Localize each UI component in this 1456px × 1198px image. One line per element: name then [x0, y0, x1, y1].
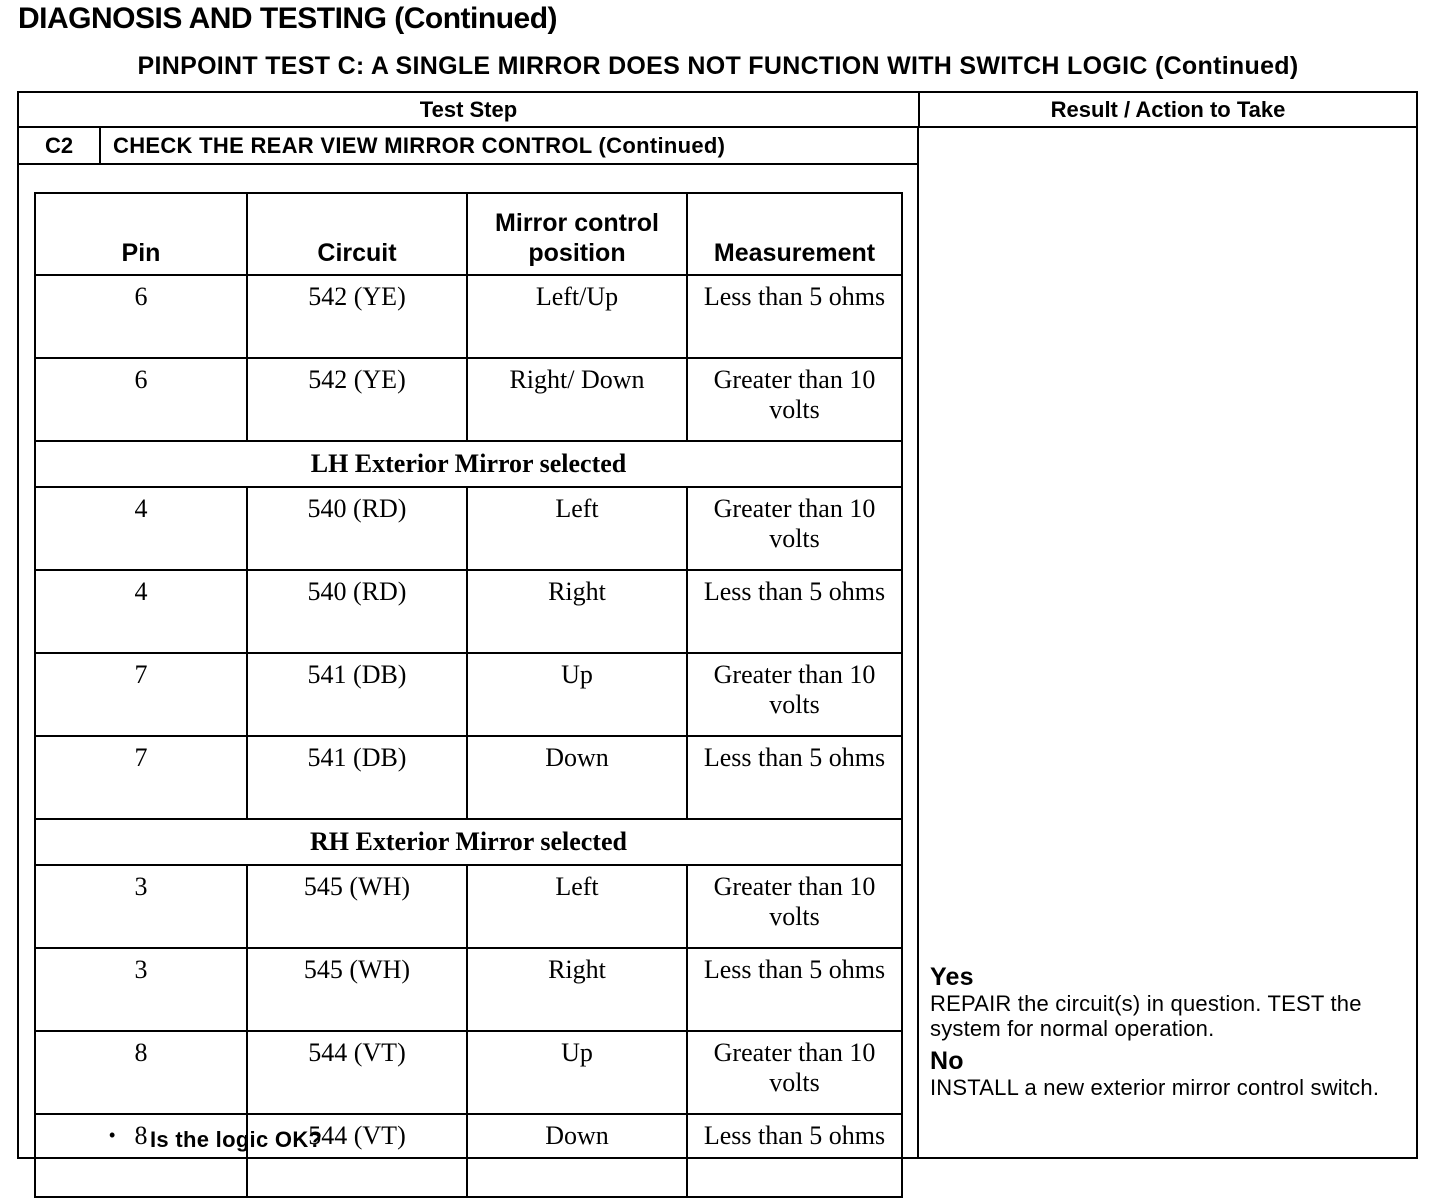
circuit-cell: 545 (WH): [247, 948, 467, 1031]
position-cell: Down: [467, 736, 687, 819]
header-mirror-control-position: Mirror control position: [467, 193, 687, 275]
table-row: [35, 1031, 902, 1114]
circuit-cell: 542 (YE): [247, 358, 467, 441]
result-yes-text: REPAIR the circuit(s) in question. TEST the system for normal operation.: [930, 991, 1362, 1041]
header-circuit: Circuit: [247, 193, 467, 275]
measurement-cell: Less than 5 ohms: [687, 1114, 902, 1197]
circuit-cell: 542 (YE): [247, 275, 467, 358]
table-row: [35, 275, 902, 358]
pin-cell: 6: [35, 358, 247, 441]
circuit-cell: 544 (VT): [247, 1031, 467, 1114]
position-cell: Down: [467, 1114, 687, 1197]
page-heading: DIAGNOSIS AND TESTING (Continued): [18, 2, 558, 35]
pin-cell: 8: [35, 1114, 247, 1197]
result-no-text: INSTALL a new exterior mirror control switch.: [930, 1075, 1380, 1100]
bullet-icon: •: [109, 1125, 116, 1145]
column-divider: [917, 128, 919, 1157]
circuit-cell: 541 (DB): [247, 653, 467, 736]
logic-question: [109, 1125, 323, 1153]
table-row: [35, 487, 902, 570]
column-header-result: Result / Action to Take: [918, 93, 1416, 128]
measurement-cell: Greater than 10 volts: [687, 865, 902, 948]
test-step-frame: [17, 91, 1418, 1159]
circuit-cell: 540 (RD): [247, 487, 467, 570]
pin-cell: 6: [35, 275, 247, 358]
measurement-cell: Less than 5 ohms: [687, 570, 902, 653]
circuit-cell: 540 (RD): [247, 570, 467, 653]
position-cell: Up: [467, 1031, 687, 1114]
table-row: [35, 948, 902, 1031]
position-cell: Left: [467, 865, 687, 948]
circuit-cell: 541 (DB): [247, 736, 467, 819]
table-row: [35, 736, 902, 819]
position-cell: Left: [467, 487, 687, 570]
table-row: [35, 653, 902, 736]
step-id: C2: [19, 128, 101, 163]
position-cell: Right/ Down: [467, 358, 687, 441]
pin-cell: 3: [35, 865, 247, 948]
header-pin: Pin: [35, 193, 247, 275]
question-text: Is the logic OK?: [150, 1127, 323, 1152]
measurement-cell: Greater than 10 volts: [687, 1031, 902, 1114]
section-row: [35, 819, 902, 865]
measurement-cell: Less than 5 ohms: [687, 736, 902, 819]
pinpoint-test-title: PINPOINT TEST C: A SINGLE MIRROR DOES NOT FUNCTION WITH SWITCH LOGIC (Continued): [137, 52, 1299, 80]
section-row: [35, 441, 902, 487]
step-row: [19, 128, 918, 165]
pin-cell: 7: [35, 653, 247, 736]
pin-cell: 8: [35, 1031, 247, 1114]
measurement-cell: Greater than 10 volts: [687, 653, 902, 736]
measurement-cell: Greater than 10 volts: [687, 358, 902, 441]
circuit-cell: 544 (VT): [247, 1114, 467, 1197]
position-cell: Left/Up: [467, 275, 687, 358]
pin-cell: 7: [35, 736, 247, 819]
pin-cell: 4: [35, 487, 247, 570]
measurement-cell: Less than 5 ohms: [687, 275, 902, 358]
result-no-label: No: [930, 1047, 964, 1075]
result-yes-label: Yes: [930, 963, 974, 991]
table-header-row: [35, 193, 902, 275]
pin-measurement-table: [34, 192, 903, 1198]
section-label: RH Exterior Mirror selected: [35, 819, 902, 865]
pin-cell: 4: [35, 570, 247, 653]
header-measurement: Measurement: [687, 193, 902, 275]
column-header-test-step: Test Step: [19, 93, 918, 128]
result-actions: [930, 963, 1400, 1106]
measurement-cell: Less than 5 ohms: [687, 948, 902, 1031]
section-label: LH Exterior Mirror selected: [35, 441, 902, 487]
table-row: [35, 865, 902, 948]
position-cell: Right: [467, 948, 687, 1031]
table-row: [35, 358, 902, 441]
position-cell: Right: [467, 570, 687, 653]
step-title: CHECK THE REAR VIEW MIRROR CONTROL (Continued): [113, 133, 726, 158]
table-body: [35, 275, 902, 1197]
measurement-cell: Greater than 10 volts: [687, 487, 902, 570]
position-cell: Up: [467, 653, 687, 736]
circuit-cell: 545 (WH): [247, 865, 467, 948]
table-row: [35, 570, 902, 653]
pin-cell: 3: [35, 948, 247, 1031]
